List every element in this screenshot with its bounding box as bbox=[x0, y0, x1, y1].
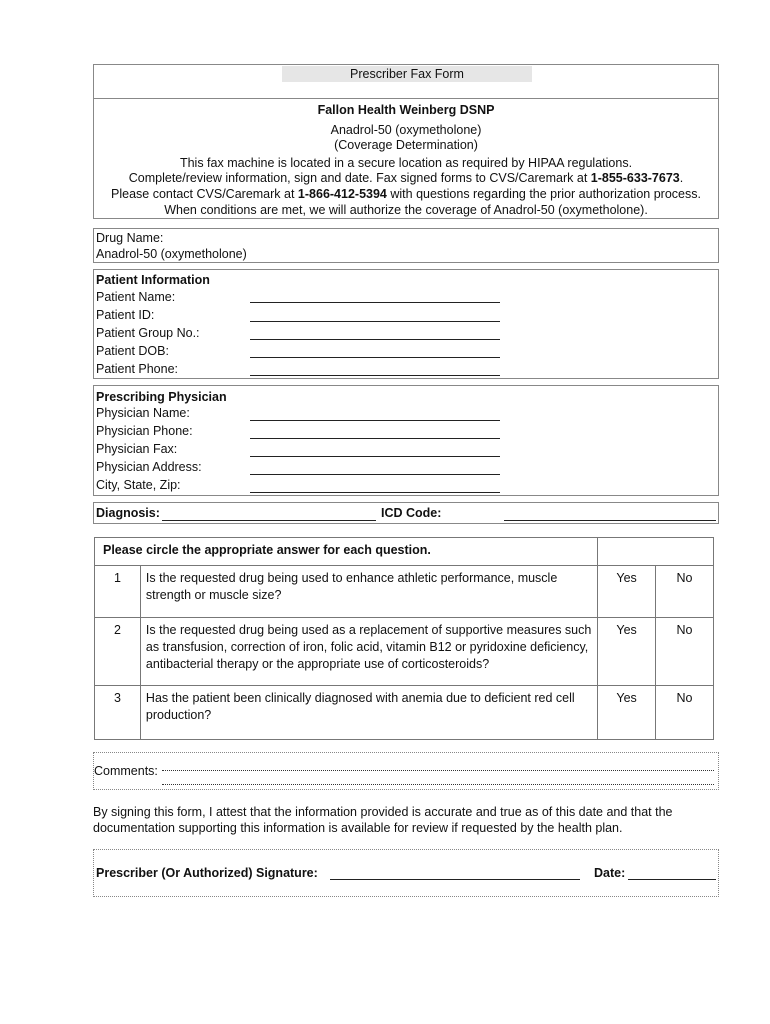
answer-yes[interactable]: Yes bbox=[598, 566, 656, 618]
attestation-text: By signing this form, I attest that the information provided is accurate and true as of this date and that the documentation supporting this information is available for review if requested by the health plan. bbox=[93, 805, 673, 835]
question-number: 2 bbox=[95, 618, 141, 686]
icd-code-field[interactable] bbox=[504, 520, 716, 521]
physician-fax-label: Physician Fax: bbox=[96, 442, 178, 456]
hipaa-line: This fax machine is located in a secure location as required by HIPAA regulations. bbox=[179, 156, 633, 170]
answer-no[interactable]: No bbox=[656, 566, 714, 618]
physician-address-label: Physician Address: bbox=[96, 460, 202, 474]
questions-header: Please circle the appropriate answer for each question. bbox=[95, 538, 598, 566]
diagnosis-field[interactable] bbox=[162, 520, 376, 521]
physician-name-field[interactable] bbox=[250, 420, 500, 421]
question-number: 1 bbox=[95, 566, 141, 618]
physician-heading: Prescribing Physician bbox=[96, 390, 227, 404]
physician-phone-label: Physician Phone: bbox=[96, 424, 193, 438]
icd-code-label: ICD Code: bbox=[381, 506, 442, 520]
date-label: Date: bbox=[594, 866, 626, 880]
patient-dob-field[interactable] bbox=[250, 357, 500, 358]
physician-name-label: Physician Name: bbox=[96, 406, 190, 420]
determination-line: (Coverage Determination) bbox=[334, 138, 478, 152]
instruction-text: Complete/review information, sign and date. Fax signed forms to CVS/Caremark at bbox=[128, 171, 591, 185]
drug-name-value: Anadrol-50 (oxymetholone) bbox=[96, 247, 247, 261]
answer-no[interactable]: No bbox=[656, 618, 714, 686]
contact-number: 1-866-412-5394 bbox=[297, 187, 387, 201]
patient-name-label: Patient Name: bbox=[96, 290, 176, 304]
contact-text: Please contact CVS/Caremark at bbox=[111, 187, 298, 201]
conditions-line: When conditions are met, we will authorize the coverage of Anadrol-50 (oxymetholone). bbox=[164, 203, 648, 217]
question-number: 3 bbox=[95, 686, 141, 740]
fax-number: 1-855-633-7673 bbox=[590, 171, 680, 185]
instruction-line bbox=[93, 170, 719, 186]
signature-label: Prescriber (Or Authorized) Signature: bbox=[96, 866, 318, 880]
diagnosis-label: Diagnosis: bbox=[96, 506, 160, 520]
comments-field[interactable] bbox=[162, 770, 714, 771]
contact-line bbox=[93, 186, 719, 202]
contact-end: with questions regarding the prior authorization process. bbox=[386, 187, 701, 201]
physician-fax-field[interactable] bbox=[250, 456, 500, 457]
drug-line: Anadrol-50 (oxymetholone) bbox=[330, 123, 482, 137]
instruction-end: . bbox=[679, 171, 684, 185]
city-state-zip-label: City, State, Zip: bbox=[96, 478, 181, 492]
plan-name: Fallon Health Weinberg DSNP bbox=[317, 103, 495, 117]
patient-id-label: Patient ID: bbox=[96, 308, 155, 322]
questions-table bbox=[94, 537, 714, 740]
physician-phone-field[interactable] bbox=[250, 438, 500, 439]
signature-field[interactable] bbox=[330, 879, 580, 880]
physician-address-field[interactable] bbox=[250, 474, 500, 475]
comments-field-line-2[interactable] bbox=[162, 784, 714, 785]
patient-group-field[interactable] bbox=[250, 339, 500, 340]
patient-dob-label: Patient DOB: bbox=[96, 344, 169, 358]
patient-heading: Patient Information bbox=[96, 273, 210, 287]
answer-yes[interactable]: Yes bbox=[598, 686, 656, 740]
patient-phone-label: Patient Phone: bbox=[96, 362, 179, 376]
patient-group-label: Patient Group No.: bbox=[96, 326, 200, 340]
drug-name-label: Drug Name: bbox=[96, 231, 164, 245]
answer-no[interactable]: No bbox=[656, 686, 714, 740]
questions-header-answer-cell bbox=[598, 538, 714, 566]
patient-id-field[interactable] bbox=[250, 321, 500, 322]
city-state-zip-field[interactable] bbox=[250, 492, 500, 493]
patient-phone-field[interactable] bbox=[250, 375, 500, 376]
date-field[interactable] bbox=[628, 879, 716, 880]
question-text: Is the requested drug being used as a replacement of supportive measures such as transfusion, correction of iron, folic acid, vitamin B12 or pyridoxine deficiency, antibacterial therapy or the appropriate use of corticosteroids? bbox=[140, 618, 597, 686]
header-divider bbox=[93, 98, 719, 99]
patient-name-field[interactable] bbox=[250, 302, 500, 303]
comments-label: Comments: bbox=[94, 764, 158, 778]
form-title: Prescriber Fax Form bbox=[350, 67, 464, 81]
question-text: Has the patient been clinically diagnosed with anemia due to deficient red cell production? bbox=[140, 686, 597, 740]
answer-yes[interactable]: Yes bbox=[598, 618, 656, 686]
question-text: Is the requested drug being used to enhance athletic performance, muscle strength or muscle size? bbox=[140, 566, 597, 618]
